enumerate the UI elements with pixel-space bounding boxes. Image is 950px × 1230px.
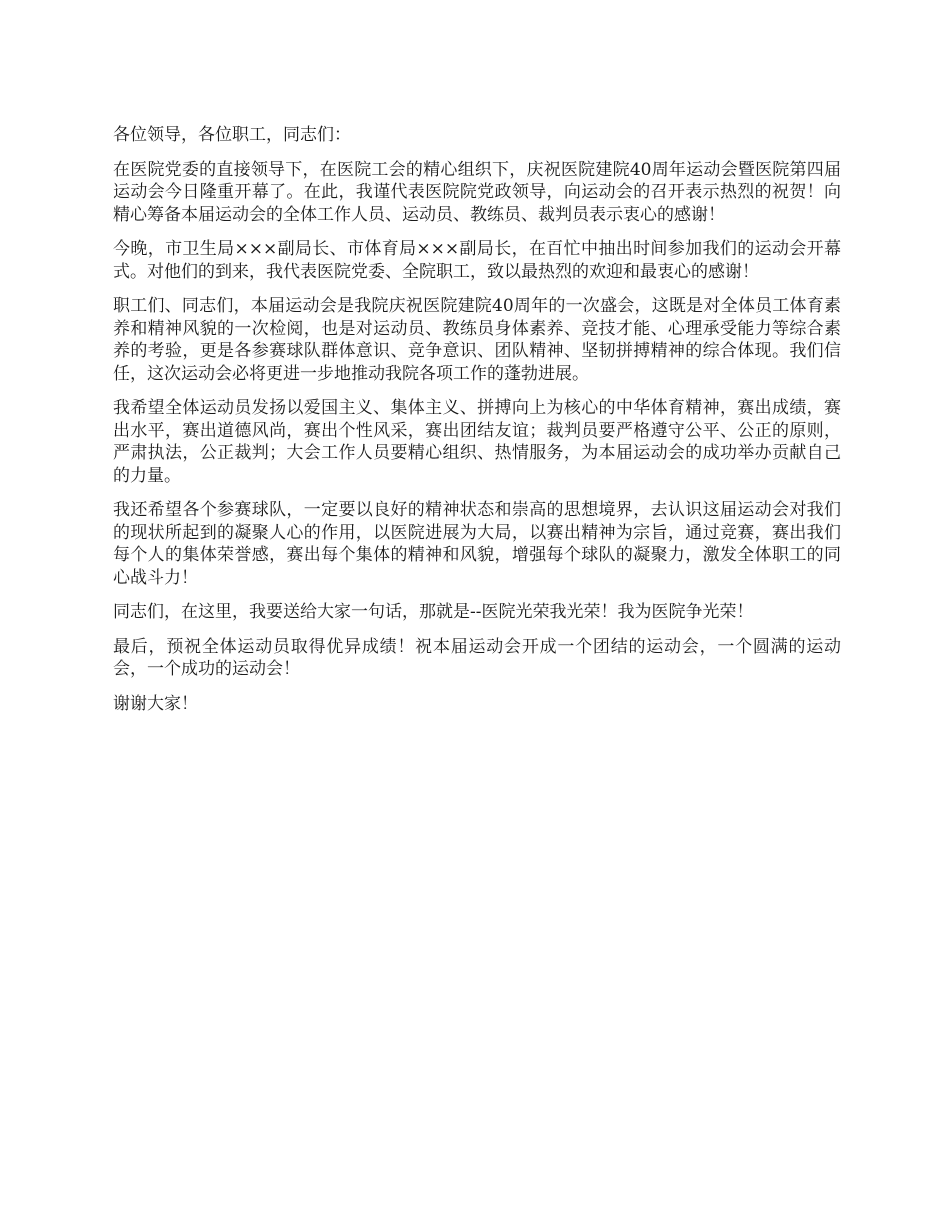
paragraph-welcome-guests: 今晚，市卫生局×××副局长、市体育局×××副局长，在百忙中抽出时间参加我们的运动会开幕式。对他们的到来，我代表医院党委、全院职工，致以最热烈的欢迎和最衷心的感谢！ [113,239,841,282]
paragraph-opening: 在医院党委的直接领导下，在医院工会的精心组织下，庆祝医院建院40周年运动会暨医院第四届运动会今日隆重开幕了。在此，我谨代表医院院党政领导，向运动会的召开表示热烈的祝贺！向精心筹备本届运动会的全体工作人员、运动员、教练员、裁判员表示衷心的感谢！ [113,159,841,225]
salutation: 各位领导，各位职工，同志们： [113,125,351,145]
paragraph-wishes: 最后，预祝全体运动员取得优异成绩！祝本届运动会开成一个团结的运动会，一个圆满的运动会，一个成功的运动会！ [113,636,841,679]
paragraph-team-expectations: 我还希望各个参赛球队，一定要以良好的精神状态和崇高的思想境界，去认识这届运动会对我们的现状所起到的凝聚人心的作用，以医院进展为大局，以赛出精神为宗旨，通过竞赛，赛出我们每个人的集体荣誉感，赛出每个集体的精神和风貌，增强每个球队的凝聚力，激发全体职工的同心战斗力！ [113,500,841,588]
paragraph-athlete-expectations: 我希望全体运动员发扬以爱国主义、集体主义、拼搏向上为核心的中华体育精神，赛出成绩，赛出水平，赛出道德风尚，赛出个性风采，赛出团结友谊；裁判员要严格遵守公平、公正的原则，严肃执法，公正裁判；大会工作人员要精心组织、热情服务，为本届运动会的成功举办贡献自己的力量。 [113,398,841,486]
document-body [113,124,841,727]
paragraph-significance: 职工们、同志们，本届运动会是我院庆祝医院建院40周年的一次盛会，这既是对全体员工体育素养和精神风貌的一次检阅，也是对运动员、教练员身体素养、竞技才能、心理承受能力等综合素养的考验，更是各参赛球队群体意识、竞争意识、团队精神、坚韧拼搏精神的综合体现。我们信任，这次运动会必将更进一步地推动我院各项工作的蓬勃进展。 [113,296,841,384]
closing: 谢谢大家！ [113,693,198,714]
paragraph-motto: 同志们，在这里，我要送给大家一句话，那就是--医院光荣我光荣！我为医院争光荣！ [113,602,754,622]
